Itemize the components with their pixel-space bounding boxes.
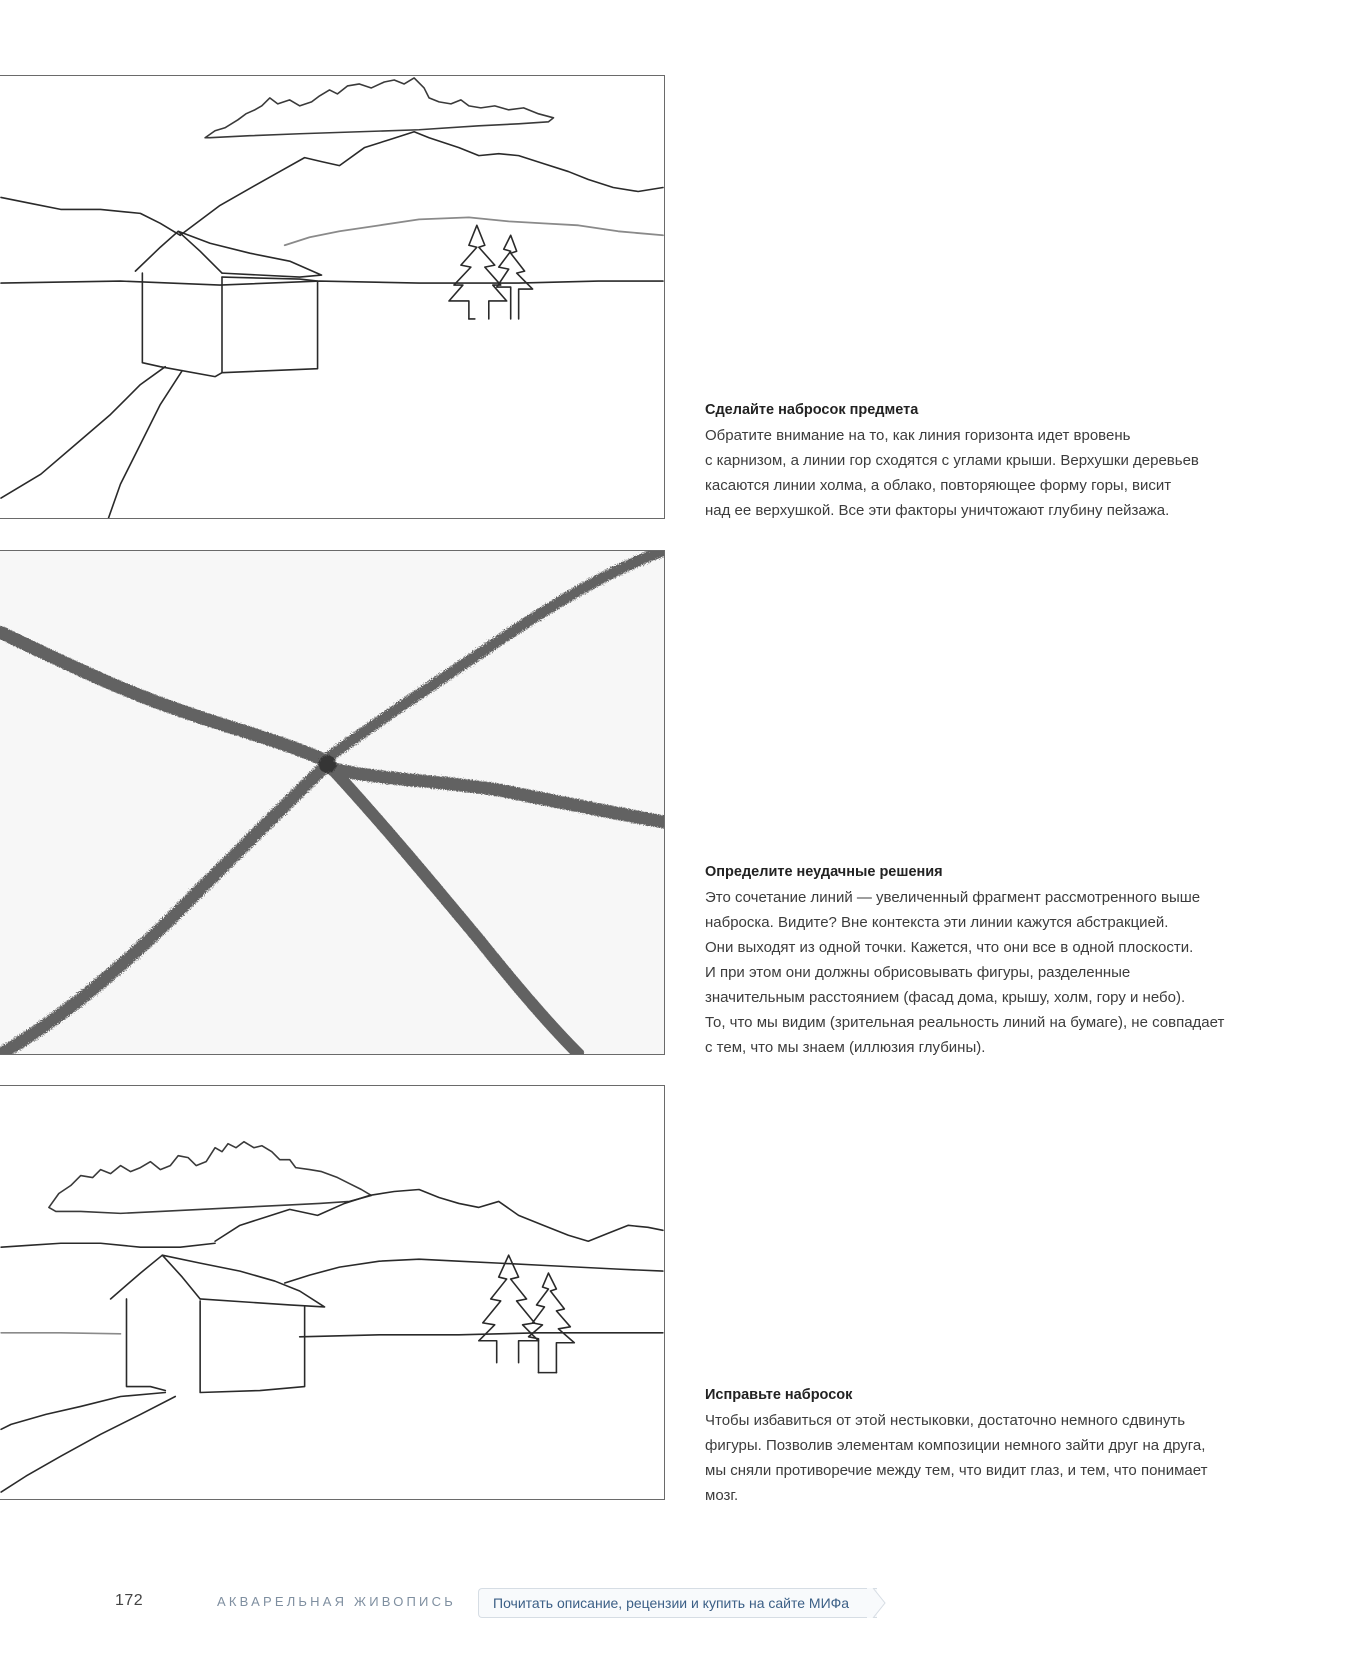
page-number: 172 (115, 1592, 144, 1609)
caption-title: Сделайте набросок предмета (705, 402, 919, 418)
sketch-corrected-drawing (0, 1086, 664, 1499)
sketch-initial-figure (0, 75, 665, 519)
caption-line: мы сняли противоречие между тем, что видит глаз, и тем, что понимает (705, 1462, 1208, 1479)
caption-title: Определите неудачные решения (705, 864, 943, 880)
caption-line: наброска. Видите? Вне контекста эти линии кажутся абстракцией. (705, 914, 1169, 931)
mif-store-link[interactable] (478, 1588, 877, 1618)
caption-line: с карнизом, а линии гор сходятся с углами крыши. Верхушки деревьев (705, 452, 1199, 469)
caption-sketch (705, 398, 1285, 523)
sketch-corrected-figure (0, 1085, 665, 1500)
caption-line: То, что мы видим (зрительная реальность линий на бумаге), не совпадает (705, 1014, 1225, 1031)
page-footer (0, 1588, 1358, 1628)
chevron-right-icon (867, 1588, 887, 1618)
caption-line: Они выходят из одной точки. Кажется, что они все в одной плоскости. (705, 939, 1194, 956)
sketch-initial-drawing (0, 76, 664, 518)
mif-store-link-label: Почитать описание, рецензии и купить на сайте МИФа (493, 1595, 850, 1611)
caption-line: Чтобы избавиться от этой нестыковки, достаточно немного сдвинуть (705, 1412, 1186, 1429)
caption-title: Исправьте набросок (705, 1387, 853, 1403)
running-title: АКВАРЕЛЬНАЯ ЖИВОПИСЬ (217, 1594, 456, 1609)
caption-mistakes (705, 860, 1285, 1060)
crossing-lines-drawing (0, 551, 664, 1054)
caption-line: над ее верхушкой. Все эти факторы уничтожают глубину пейзажа. (705, 502, 1170, 519)
caption-line: Обратите внимание на то, как линия горизонта идет вровень (705, 427, 1131, 444)
crossing-lines-figure (0, 550, 665, 1055)
caption-fix (705, 1383, 1285, 1508)
caption-line: И при этом они должны обрисовывать фигуры, разделенные (705, 964, 1131, 981)
caption-line: мозг. (705, 1487, 739, 1504)
caption-line: Это сочетание линий — увеличенный фрагмент рассмотренного выше (705, 889, 1201, 906)
caption-line: касаются линии холма, а облако, повторяющее форму горы, висит (705, 477, 1172, 494)
caption-line: фигуры. Позволив элементам композиции немного зайти друг на друга, (705, 1437, 1206, 1454)
caption-line: значительным расстоянием (фасад дома, крышу, холм, гору и небо). (705, 989, 1186, 1006)
caption-line: с тем, что мы знаем (иллюзия глубины). (705, 1039, 986, 1056)
